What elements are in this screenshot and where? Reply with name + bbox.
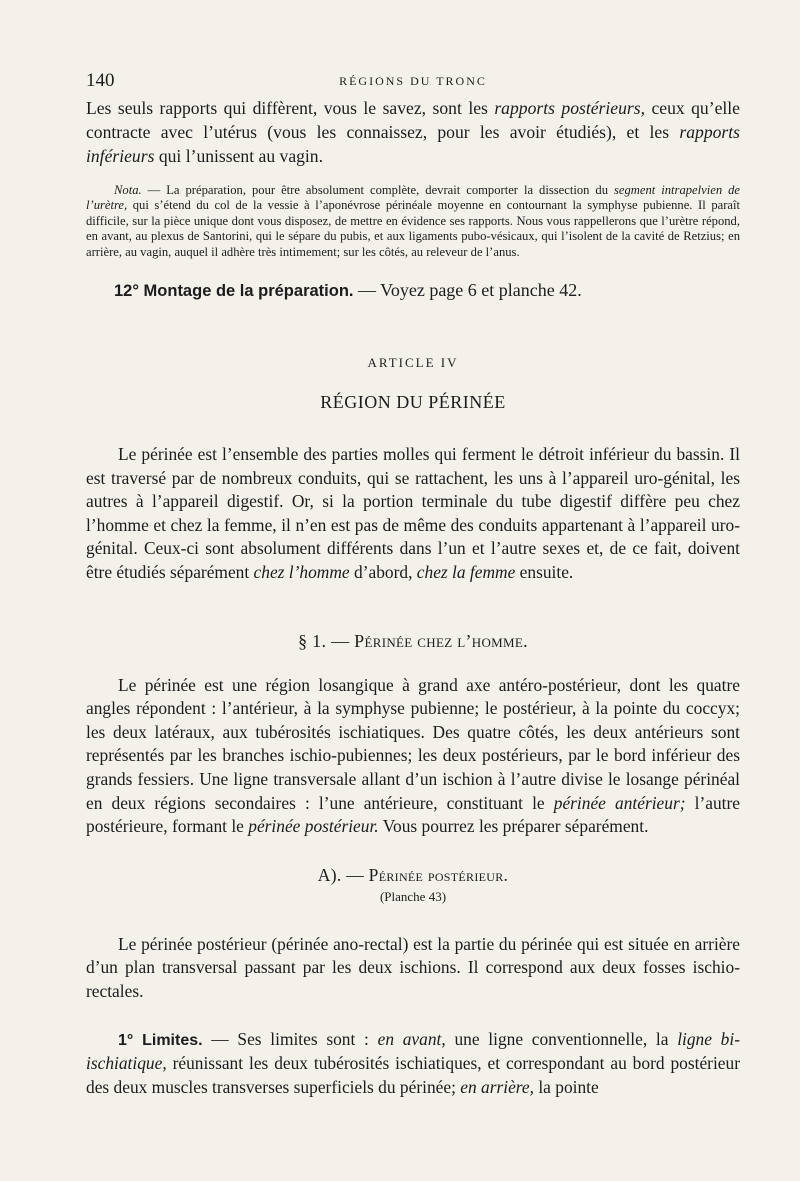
perinee-intro-text-1: Le périnée est l’ensemble des parties molles qui ferment le détroit inférieur du bassin. Il est traversé par de nombreux conduits, qui se rattachent, les uns à l’appareil uro-génital, les autres à l’appareil digestif. Or, si la portion terminale du tube digestif diffère peu chez l’homme et chez la femme, il n’en est pas de même des conduits appartenant à l’appareil uro-génital. Ceux-ci sont absolument différents dans l’un et l’autre sexes et, de ce fait, doivent être étudiés séparément xyxy=(86,444,740,582)
article-label: ARTICLE IV xyxy=(367,355,459,371)
limites-heading: 1° Limites. xyxy=(118,1031,203,1049)
section-1-paragraph xyxy=(86,674,740,839)
montage-heading: 12° Montage de la préparation. xyxy=(114,282,354,301)
section-1-text-3: Vous pourrez les préparer séparément. xyxy=(378,816,649,837)
nota-italic-1: segment intrapelvien de l’urètre, xyxy=(86,183,740,213)
intro-text-2: ceux qu’elle contracte avec l’utérus (vous les connaissez, pour les avoir étudiés), et les xyxy=(86,98,740,142)
section-a-paragraph: Le périnée postérieur (périnée ano-rectal) est la partie du périnée qui est située en arrière d’un plan transversal passant par les deux ischions. Il correspond aux deux fosses ischio-rectales. xyxy=(86,933,740,1001)
book-page xyxy=(86,70,740,1099)
perinee-intro-paragraph xyxy=(86,443,740,585)
nota-text-1: — La préparation, pour être absolument complète, devrait comporter la dissection du xyxy=(141,183,614,197)
limites-italic-1: en avant, xyxy=(377,1028,446,1049)
limites-text-1: — Ses limites sont : xyxy=(202,1028,378,1049)
limites-paragraph xyxy=(86,1028,740,1100)
section-1-italic-1: périnée antérieur; xyxy=(553,792,686,813)
running-title: RÉGIONS DU TRONC xyxy=(339,74,487,88)
perinee-intro-text-2: d’abord, xyxy=(349,562,417,582)
intro-paragraph xyxy=(86,96,740,168)
perinee-intro-italic-1: chez l’homme xyxy=(253,562,350,582)
limites-text-4: la pointe xyxy=(534,1076,599,1097)
section-1-italic-2: périnée postérieur. xyxy=(248,816,379,837)
nota-paragraph xyxy=(86,183,740,260)
section-1-heading: § 1. — Périnée chez l’homme. xyxy=(298,630,528,651)
nota-text-2: qui s’étend du col de la vessie à l’aponévrose périnéale moyenne en contournant la symphyse pubienne. Il paraît difficile, sur la pièce unique dont vous disposez, de mettre en évidence ses rapports. Nous vous rappellerons que l’urètre répond, en avant, au plexus de Santorini, qui le sépare du pubis, et aux ligaments pubo-vésicaux, qui l’isolent de la cavité de Retzius; en arrière, au vagin, auquel il adhère très intimement; sur les côtés, au releveur de l’anus. xyxy=(86,198,740,259)
article-title: RÉGION DU PÉRINÉE xyxy=(320,392,506,413)
section-1-text-1: Le périnée est une région losangique à grand axe antéro-postérieur, dont les quatre angles répondent : l’antérieur, à la symphyse pubienne; le postérieur, à la pointe du coccyx; les deux latéraux, aux tubérosités ischiatiques. Des quatre côtés, les deux antérieurs sont représentés par les branches ischio-pubiennes; les deux postérieurs, par le bord inférieur des grands fessiers. Une ligne transversale allant d’un ischion à l’autre divise le losange périnéal en deux régions secondaires : l’une antérieure, constituant le xyxy=(86,674,740,813)
intro-italic-1: rapports postérieurs, xyxy=(494,98,645,118)
nota-label: Nota. xyxy=(114,183,142,197)
limites-text-3: réunissant les deux tubérosités ischiatiques, et correspondant au bord postérieur des deux muscles transverses superficiels du périnée; xyxy=(86,1053,740,1097)
intro-italic-2: rapports inférieurs xyxy=(86,122,740,166)
perinee-intro-text-3: ensuite. xyxy=(515,562,574,582)
intro-text-3: qui l’unissent au vagin. xyxy=(154,146,324,166)
limites-italic-3: en arrière, xyxy=(460,1076,534,1097)
section-1-text-2: l’autre postérieure, formant le xyxy=(86,792,740,837)
limites-text-2: une ligne conventionnelle, la xyxy=(445,1028,678,1049)
limites-italic-2: ligne bi-ischiatique, xyxy=(86,1028,740,1074)
montage-text: — Voyez page 6 et planche 42. xyxy=(353,280,582,301)
page-number: 140 xyxy=(86,70,115,91)
section-a-heading: A). — Périnée postérieur. xyxy=(317,864,509,885)
intro-text-1: Les seuls rapports qui diffèrent, vous le savez, sont les xyxy=(86,98,495,118)
perinee-intro-italic-2: chez la femme xyxy=(416,562,516,582)
planche-reference: (Planche 43) xyxy=(379,888,447,904)
montage-paragraph xyxy=(86,278,740,303)
page-header xyxy=(86,70,740,96)
